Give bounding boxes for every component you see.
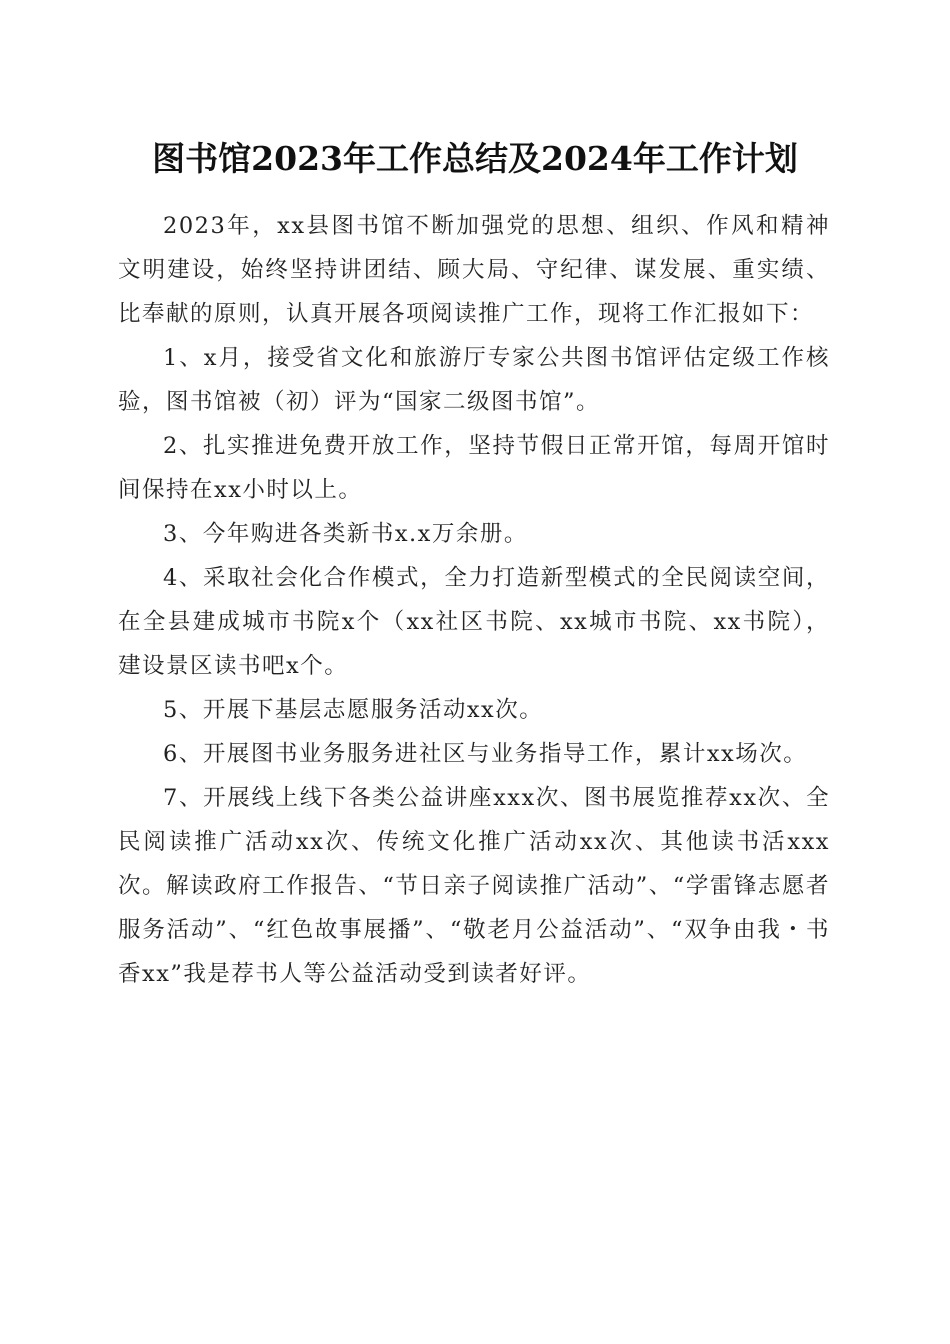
paragraph-item-6: 6、开展图书业务服务进社区与业务指导工作，累计xx场次。: [163, 741, 808, 767]
paragraph-item-5: 5、开展下基层志愿服务活动xx次。: [163, 697, 544, 723]
paragraph-item-2: 2、扎实推进免费开放工作，坚持节假日正常开馆，每周开馆时间保持在xx小时以上。: [118, 433, 830, 503]
document-body: [118, 204, 830, 996]
paragraph-item-3: 3、今年购进各类新书x.x万余册。: [163, 521, 528, 547]
paragraph-item-7: 7、开展线上线下各类公益讲座xxx次、图书展览推荐xx次、全民阅读推广活动xx次、传统文化推广活动xx次、其他读书活xxx次。解读政府工作报告、“节日亲子阅读推广活动”、“学雷锋志愿者服务活动”、“红色故事展播”、“敬老月公益活动”、“双争由我・书香xx”我是荐书人等公益活动受到读者好评。: [118, 785, 830, 987]
document-title: 图书馆2023年工作总结及2024年工作计划: [152, 139, 798, 178]
paragraph-intro: 2023年，xx县图书馆不断加强党的思想、组织、作风和精神文明建设，始终坚持讲团结、顾大局、守纪律、谋发展、重实绩、比奉献的原则，认真开展各项阅读推广工作，现将工作汇报如下：: [118, 213, 830, 327]
paragraph-item-4: 4、采取社会化合作模式，全力打造新型模式的全民阅读空间，在全县建成城市书院x个（xx社区书院、xx城市书院、xx书院），建设景区读书吧x个。: [118, 565, 830, 679]
paragraph-item-1: 1、x月，接受省文化和旅游厅专家公共图书馆评估定级工作核验，图书馆被（初）评为“国家二级图书馆”。: [118, 345, 830, 415]
